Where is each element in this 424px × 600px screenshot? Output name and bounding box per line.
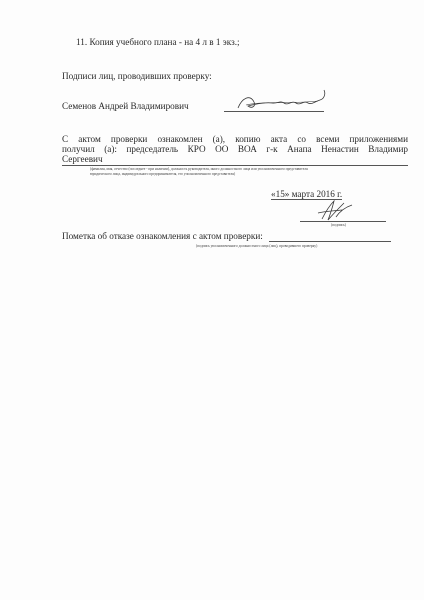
signers-heading: Подписи лиц, проводивших проверку: [62, 71, 212, 81]
signature-line-2 [300, 221, 386, 222]
date-text: «15» марта 2016 г. [271, 189, 343, 199]
ack-line-2: получил (а): председатель КРО ОО ВОА г-к Анапа Ненастин Владимир [62, 144, 408, 154]
ack-line-1: С актом проверки ознакомлен (а), копию акта со всеми приложениями [62, 134, 408, 144]
refusal-caption: (подпись уполномоченного должностного лица (лиц), проводившего проверку) [196, 244, 318, 248]
recipient-signature [300, 199, 360, 223]
fio-underline [62, 165, 408, 166]
signer-name: Семенов Андрей Владимирович [62, 101, 189, 111]
signature-line [224, 111, 324, 112]
ack-line-3: Сергеевич [62, 154, 103, 164]
fio-caption: (фамилия, имя, отчество (последнее - при наличии), должность руководителя, иного должностного лица или уполномоченного представителя юридического лица, индивидуального предпринимателя, его уполномоченного представителя) [90, 167, 308, 176]
date [271, 189, 387, 199]
list-item-11: 11. Копия учебного плана - на 4 л в 1 экз.; [76, 37, 240, 47]
acknowledgement-paragraph [62, 134, 408, 164]
signature-caption: (подпись) [331, 223, 346, 227]
refusal-underline [269, 241, 391, 242]
refusal-note: Пометка об отказе ознакомления с актом проверки: [62, 231, 263, 241]
